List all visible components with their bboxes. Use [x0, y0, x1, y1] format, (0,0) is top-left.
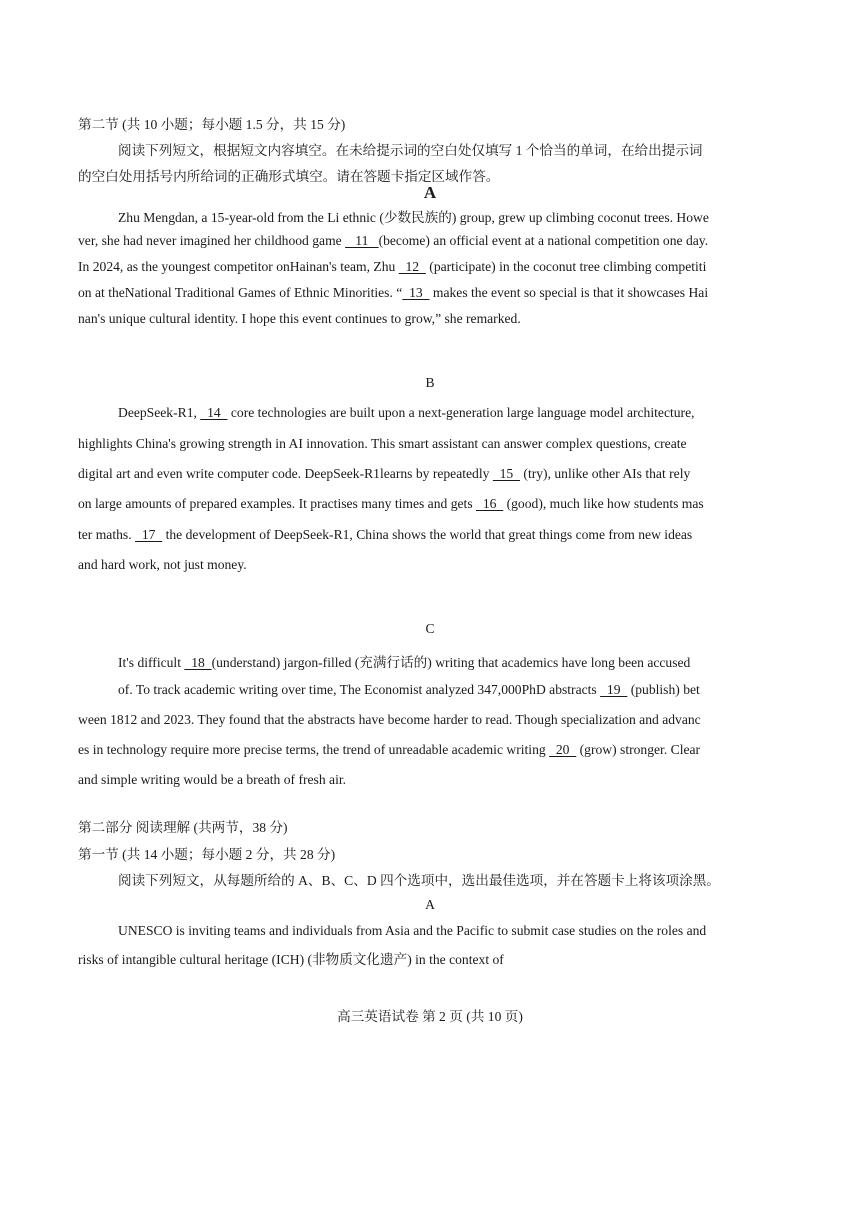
passage-c-line-5: and simple writing would be a breath of fresh air. [78, 772, 347, 787]
passage-b-line-2: highlights China's growing strength in AI innovation. This smart assistant can answer complex questions, create [78, 436, 687, 451]
blank-13[interactable]: 13 [402, 285, 430, 300]
blank-19[interactable]: 19 [600, 682, 628, 697]
blank-15[interactable]: 15 [492, 466, 521, 481]
blank-11[interactable]: 11 [345, 233, 379, 248]
text: (publish) bet [627, 682, 700, 697]
page-footer: 高三英语试卷 第 2 页 (共 10 页) [337, 1009, 523, 1024]
text: (become) an official event at a national competition one day. [378, 233, 709, 248]
text: (good), much like how students mas [503, 496, 704, 511]
text: (grow) stronger. Clear [576, 742, 701, 757]
passage-b-line-1 [118, 405, 695, 421]
blank-16[interactable]: 16 [476, 496, 504, 511]
reading-a-heading: A [425, 897, 435, 912]
passage-a-line-3 [78, 259, 706, 275]
passage-a-line-4 [78, 285, 708, 301]
part2-instructions: 阅读下列短文，从每题所给的 A、B、C、D 四个选项中，选出最佳选项，并在答题卡上将该项涂黑。 [118, 873, 720, 888]
passage-b-line-5 [78, 527, 692, 543]
section2-instructions-2: 的空白处用括号内所给词的正确形式填空。请在答题卡指定区域作答。 [78, 169, 500, 184]
blank-18[interactable]: 18 [184, 655, 212, 670]
text: (participate) in the coconut tree climbing competiti [425, 259, 707, 274]
text: the development of DeepSeek-R1, China shows the world that great things come from new ideas [162, 527, 693, 542]
blank-14[interactable]: 14 [200, 405, 228, 420]
blank-20[interactable]: 20 [549, 742, 577, 757]
section2-header: 第二节 (共 10 小题；每小题 1.5 分，共 15 分) [78, 117, 346, 132]
passage-b-heading: B [425, 375, 435, 390]
passage-a-line-2 [78, 233, 708, 249]
passage-c-line-1 [118, 651, 690, 671]
text: makes the event so special is that it showcases Hai [429, 285, 709, 300]
passage-a-line-1: Zhu Mengdan, a 15-year-old from the Li ethnic (少数民族的) group, grew up climbing coconut trees. Howe [118, 210, 709, 225]
blank-17[interactable]: 17 [135, 527, 163, 542]
part2-section1-header: 第一节 (共 14 小题；每小题 2 分，共 28 分) [78, 847, 336, 862]
text: DeepSeek-R1, [118, 405, 201, 420]
passage-c-line-3: ween 1812 and 2023. They found that the abstracts have become harder to read. Though specialization and advanc [78, 712, 701, 727]
text: ver, she had never imagined her childhood game [78, 233, 346, 248]
passage-a-heading: A [423, 183, 437, 202]
blank-12[interactable]: 12 [398, 259, 426, 274]
text: es in technology require more precise terms, the trend of unreadable academic writing [78, 742, 550, 757]
text: digital art and even write computer code. DeepSeek-R1learns by repeatedly [78, 466, 493, 481]
text: ter maths. [78, 527, 136, 542]
text: It's difficult [118, 655, 185, 670]
part2-header: 第二部分 阅读理解 (共两节，38 分) [78, 820, 288, 835]
passage-b-line-3 [78, 466, 690, 482]
passage-c-heading: C [425, 621, 435, 636]
passage-b-line-4 [78, 496, 704, 512]
text: (try), unlike other AIs that rely [520, 466, 691, 481]
reading-a-line-1: UNESCO is inviting teams and individuals from Asia and the Pacific to submit case studies on the roles and [118, 923, 707, 938]
text: on large amounts of prepared examples. It practises many times and gets [78, 496, 477, 511]
passage-c-line-2 [118, 682, 700, 698]
text: of. To track academic writing over time, The Economist analyzed 347,000PhD abstracts [118, 682, 601, 697]
text: on at theNational Traditional Games of Ethnic Minorities. “ [78, 285, 403, 300]
text: In 2024, as the youngest competitor onHainan's team, Zhu [78, 259, 399, 274]
reading-a-line-2: risks of intangible cultural heritage (ICH) (非物质文化遗产) in the context of [78, 952, 504, 967]
passage-c-line-4 [78, 742, 700, 758]
passage-a-line-5: nan's unique cultural identity. I hope this event continues to grow,” she remarked. [78, 311, 521, 326]
text: (understand) jargon-filled (充满行话的) writing that academics have long been accused [211, 655, 691, 670]
section2-instructions-1: 阅读下列短文，根据短文内容填空。在未给提示词的空白处仅填写 1 个恰当的单词，在给出提示词 [118, 143, 703, 158]
passage-b-line-6: and hard work, not just money. [78, 557, 247, 572]
text: core technologies are built upon a next-generation large language model architecture, [227, 405, 695, 420]
